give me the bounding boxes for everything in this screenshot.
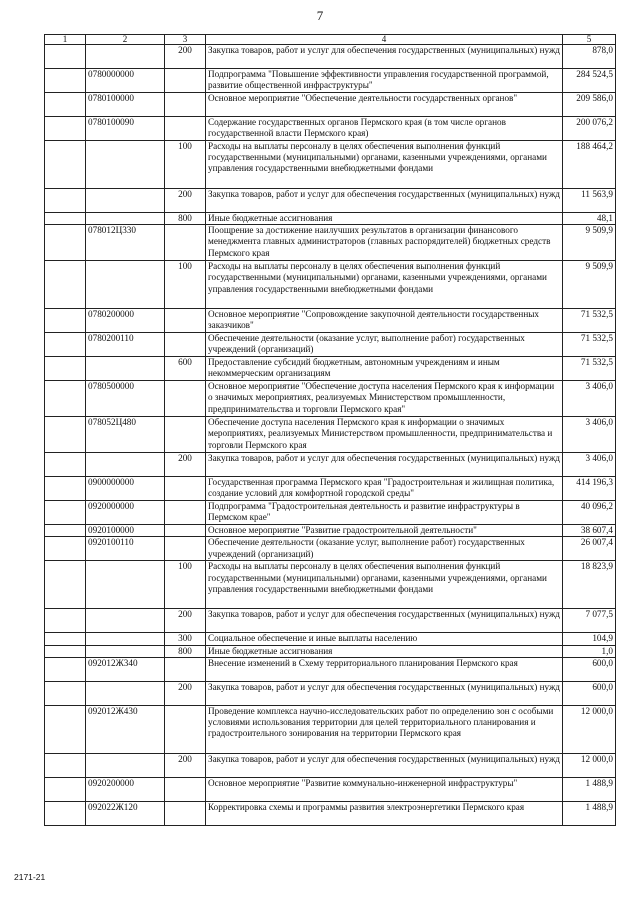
cell-code bbox=[86, 753, 165, 777]
cell-name: Иные бюджетные ассигнования bbox=[206, 645, 563, 657]
table-row bbox=[45, 309, 616, 333]
cell-amount: 3 406,0 bbox=[563, 417, 616, 453]
cell-expense-type bbox=[165, 477, 206, 501]
cell-code: 0780100000 bbox=[86, 93, 165, 117]
cell-expense-type: 200 bbox=[165, 681, 206, 705]
cell-blank bbox=[45, 333, 86, 357]
cell-blank bbox=[45, 141, 86, 189]
cell-amount: 18 823,9 bbox=[563, 561, 616, 609]
header-cell-5: 5 bbox=[563, 35, 616, 45]
table-row bbox=[45, 69, 616, 93]
cell-expense-type bbox=[165, 333, 206, 357]
cell-code: 0780100090 bbox=[86, 117, 165, 141]
cell-name: Закупка товаров, работ и услуг для обеспечения государственных (муниципальных) нужд bbox=[206, 189, 563, 213]
table-row bbox=[45, 705, 616, 753]
cell-expense-type bbox=[165, 525, 206, 537]
cell-code bbox=[86, 357, 165, 381]
cell-amount: 9 509,9 bbox=[563, 261, 616, 309]
cell-amount: 40 096,2 bbox=[563, 501, 616, 525]
table-row bbox=[45, 189, 616, 213]
cell-code: 0920100110 bbox=[86, 537, 165, 561]
cell-name: Основное мероприятие "Сопровождение закупочной деятельности государственных заказчиков" bbox=[206, 309, 563, 333]
cell-amount: 600,0 bbox=[563, 681, 616, 705]
cell-name: Расходы на выплаты персоналу в целях обеспечения выполнения функций государственными (муниципальными) органами, казенными учреждениями, органами управления государственными внебюджетными фондами bbox=[206, 561, 563, 609]
table-row bbox=[45, 681, 616, 705]
cell-code: 0780000000 bbox=[86, 69, 165, 93]
cell-amount: 12 000,0 bbox=[563, 753, 616, 777]
header-cell-1: 1 bbox=[45, 35, 86, 45]
cell-code bbox=[86, 261, 165, 309]
table-row bbox=[45, 381, 616, 417]
cell-blank bbox=[45, 117, 86, 141]
cell-expense-type: 300 bbox=[165, 633, 206, 645]
cell-code: 0780500000 bbox=[86, 381, 165, 417]
table-row bbox=[45, 357, 616, 381]
cell-expense-type: 100 bbox=[165, 561, 206, 609]
cell-name: Основное мероприятие "Обеспечение деятельности государственных органов" bbox=[206, 93, 563, 117]
table-row bbox=[45, 609, 616, 633]
cell-blank bbox=[45, 753, 86, 777]
cell-name: Содержание государственных органов Пермского края (в том числе органов государственной власти Пермского края) bbox=[206, 117, 563, 141]
cell-blank bbox=[45, 213, 86, 225]
cell-expense-type bbox=[165, 705, 206, 753]
table-row bbox=[45, 657, 616, 681]
cell-name: Основное мероприятие "Развитие градостроительной деятельности" bbox=[206, 525, 563, 537]
cell-amount: 104,9 bbox=[563, 633, 616, 645]
cell-amount: 71 532,5 bbox=[563, 333, 616, 357]
cell-code: 092012Ж340 bbox=[86, 657, 165, 681]
cell-blank bbox=[45, 225, 86, 261]
cell-amount: 284 524,5 bbox=[563, 69, 616, 93]
cell-code: 078052Ц480 bbox=[86, 417, 165, 453]
cell-blank bbox=[45, 309, 86, 333]
cell-expense-type bbox=[165, 801, 206, 825]
cell-amount: 600,0 bbox=[563, 657, 616, 681]
header-cell-3: 3 bbox=[165, 35, 206, 45]
cell-code: 078012Ц330 bbox=[86, 225, 165, 261]
cell-expense-type: 100 bbox=[165, 261, 206, 309]
cell-name: Обеспечение деятельности (оказание услуг, выполнение работ) государственных учреждений (организаций) bbox=[206, 537, 563, 561]
cell-name: Корректировка схемы и программы развития электроэнергетики Пермского края bbox=[206, 801, 563, 825]
cell-expense-type: 200 bbox=[165, 609, 206, 633]
cell-amount: 188 464,2 bbox=[563, 141, 616, 189]
cell-blank bbox=[45, 561, 86, 609]
table-row bbox=[45, 561, 616, 609]
table-row bbox=[45, 93, 616, 117]
cell-blank bbox=[45, 69, 86, 93]
cell-code: 0900000000 bbox=[86, 477, 165, 501]
cell-code bbox=[86, 189, 165, 213]
cell-amount: 209 586,0 bbox=[563, 93, 616, 117]
cell-blank bbox=[45, 93, 86, 117]
cell-blank bbox=[45, 501, 86, 525]
cell-name: Расходы на выплаты персоналу в целях обеспечения выполнения функций государственными (муниципальными) органами, казенными учреждениями, органами управления государственными внебюджетными фондами bbox=[206, 261, 563, 309]
cell-blank bbox=[45, 525, 86, 537]
cell-code bbox=[86, 213, 165, 225]
cell-amount: 48,1 bbox=[563, 213, 616, 225]
cell-name: Обеспечение доступа населения Пермского края к информации о значимых мероприятиях, реализуемых Министерством промышленности, предпринимательства и торговли Пермского края bbox=[206, 417, 563, 453]
cell-amount: 1 488,9 bbox=[563, 777, 616, 801]
cell-name: Проведение комплекса научно-исследовательских работ по определению зон с особыми условиями использования территории для целей территориального планирования и градостроительного зонирования на территории Пермского края bbox=[206, 705, 563, 753]
cell-amount: 26 007,4 bbox=[563, 537, 616, 561]
cell-amount: 878,0 bbox=[563, 45, 616, 69]
cell-name: Основное мероприятие "Обеспечение доступа населения Пермского края к информации о значимых мероприятиях, реализуемых Министерством промышленности, предпринимательства и торговли Пермского края" bbox=[206, 381, 563, 417]
cell-name: Закупка товаров, работ и услуг для обеспечения государственных (муниципальных) нужд bbox=[206, 753, 563, 777]
table-row bbox=[45, 225, 616, 261]
cell-blank bbox=[45, 357, 86, 381]
cell-expense-type bbox=[165, 777, 206, 801]
cell-code bbox=[86, 633, 165, 645]
cell-amount: 3 406,0 bbox=[563, 453, 616, 477]
cell-code bbox=[86, 453, 165, 477]
cell-amount: 1,0 bbox=[563, 645, 616, 657]
cell-name: Обеспечение деятельности (оказание услуг, выполнение работ) государственных учреждений (организаций) bbox=[206, 333, 563, 357]
cell-name: Социальное обеспечение и иные выплаты населению bbox=[206, 633, 563, 645]
cell-expense-type: 100 bbox=[165, 141, 206, 189]
cell-blank bbox=[45, 477, 86, 501]
cell-expense-type bbox=[165, 657, 206, 681]
cell-expense-type: 800 bbox=[165, 213, 206, 225]
document-footer-code: 2171-21 bbox=[14, 872, 46, 882]
cell-name: Закупка товаров, работ и услуг для обеспечения государственных (муниципальных) нужд bbox=[206, 45, 563, 69]
cell-code bbox=[86, 45, 165, 69]
table-row bbox=[45, 753, 616, 777]
cell-name: Расходы на выплаты персоналу в целях обеспечения выполнения функций государственными (муниципальными) органами, казенными учреждениями, органами управления государственными внебюджетными фондами bbox=[206, 141, 563, 189]
cell-expense-type bbox=[165, 381, 206, 417]
cell-code bbox=[86, 645, 165, 657]
cell-blank bbox=[45, 645, 86, 657]
cell-amount: 11 563,9 bbox=[563, 189, 616, 213]
cell-code bbox=[86, 681, 165, 705]
table-row bbox=[45, 333, 616, 357]
table-row bbox=[45, 261, 616, 309]
cell-blank bbox=[45, 261, 86, 309]
cell-code: 0920100000 bbox=[86, 525, 165, 537]
table-row bbox=[45, 501, 616, 525]
table-row bbox=[45, 777, 616, 801]
cell-code: 092012Ж430 bbox=[86, 705, 165, 753]
cell-blank bbox=[45, 633, 86, 645]
cell-blank bbox=[45, 681, 86, 705]
cell-expense-type bbox=[165, 93, 206, 117]
cell-expense-type: 200 bbox=[165, 753, 206, 777]
cell-blank bbox=[45, 801, 86, 825]
table-row bbox=[45, 525, 616, 537]
cell-name: Закупка товаров, работ и услуг для обеспечения государственных (муниципальных) нужд bbox=[206, 609, 563, 633]
cell-name: Предоставление субсидий бюджетным, автономным учреждениям и иным некоммерческим организациям bbox=[206, 357, 563, 381]
cell-expense-type: 800 bbox=[165, 645, 206, 657]
cell-blank bbox=[45, 657, 86, 681]
cell-code: 0920000000 bbox=[86, 501, 165, 525]
cell-expense-type: 600 bbox=[165, 357, 206, 381]
table-row bbox=[45, 45, 616, 69]
cell-code bbox=[86, 609, 165, 633]
cell-amount: 200 076,2 bbox=[563, 117, 616, 141]
table-row bbox=[45, 417, 616, 453]
cell-expense-type bbox=[165, 501, 206, 525]
cell-name: Государственная программа Пермского края "Градостроительная и жилищная политика, создание условий для комфортной городской среды" bbox=[206, 477, 563, 501]
cell-blank bbox=[45, 189, 86, 213]
cell-amount: 12 000,0 bbox=[563, 705, 616, 753]
cell-amount: 38 607,4 bbox=[563, 525, 616, 537]
header-cell-2: 2 bbox=[86, 35, 165, 45]
cell-code bbox=[86, 141, 165, 189]
table-row bbox=[45, 453, 616, 477]
table-row bbox=[45, 633, 616, 645]
cell-name: Поощрение за достижение наилучших результатов в организации финансового менеджмента главных администраторов (главных распорядителей) бюджетных средств Пермского края bbox=[206, 225, 563, 261]
table-header-row bbox=[45, 35, 616, 45]
cell-amount: 71 532,5 bbox=[563, 357, 616, 381]
cell-code bbox=[86, 561, 165, 609]
cell-code: 0780200110 bbox=[86, 333, 165, 357]
budget-table bbox=[44, 34, 616, 826]
cell-name: Закупка товаров, работ и услуг для обеспечения государственных (муниципальных) нужд bbox=[206, 681, 563, 705]
table-row bbox=[45, 645, 616, 657]
cell-expense-type: 200 bbox=[165, 453, 206, 477]
cell-blank bbox=[45, 453, 86, 477]
cell-amount: 9 509,9 bbox=[563, 225, 616, 261]
cell-amount: 7 077,5 bbox=[563, 609, 616, 633]
cell-name: Подпрограмма "Повышение эффективности управления государственной программой, развитие общественной инфраструктуры" bbox=[206, 69, 563, 93]
header-cell-4: 4 bbox=[206, 35, 563, 45]
cell-expense-type bbox=[165, 537, 206, 561]
cell-blank bbox=[45, 537, 86, 561]
table-row bbox=[45, 477, 616, 501]
cell-blank bbox=[45, 705, 86, 753]
table-row bbox=[45, 537, 616, 561]
cell-blank bbox=[45, 777, 86, 801]
cell-amount: 71 532,5 bbox=[563, 309, 616, 333]
cell-blank bbox=[45, 45, 86, 69]
cell-blank bbox=[45, 381, 86, 417]
cell-amount: 1 488,9 bbox=[563, 801, 616, 825]
cell-code: 0780200000 bbox=[86, 309, 165, 333]
cell-name: Подпрограмма "Градостроительная деятельность и развитие инфраструктуры в Пермском крае" bbox=[206, 501, 563, 525]
cell-amount: 414 196,3 bbox=[563, 477, 616, 501]
cell-blank bbox=[45, 609, 86, 633]
page-number: 7 bbox=[316, 8, 324, 23]
cell-amount: 3 406,0 bbox=[563, 381, 616, 417]
cell-name: Иные бюджетные ассигнования bbox=[206, 213, 563, 225]
cell-expense-type bbox=[165, 309, 206, 333]
cell-expense-type bbox=[165, 417, 206, 453]
cell-name: Закупка товаров, работ и услуг для обеспечения государственных (муниципальных) нужд bbox=[206, 453, 563, 477]
table-row bbox=[45, 141, 616, 189]
cell-expense-type bbox=[165, 117, 206, 141]
cell-name: Внесение изменений в Схему территориального планирования Пермского края bbox=[206, 657, 563, 681]
cell-code: 092022Ж120 bbox=[86, 801, 165, 825]
cell-expense-type: 200 bbox=[165, 45, 206, 69]
table-body bbox=[45, 35, 616, 826]
cell-expense-type bbox=[165, 69, 206, 93]
cell-name: Основное мероприятие "Развитие коммунально-инженерной инфраструктуры" bbox=[206, 777, 563, 801]
cell-code: 0920200000 bbox=[86, 777, 165, 801]
cell-blank bbox=[45, 417, 86, 453]
table-row bbox=[45, 117, 616, 141]
cell-expense-type bbox=[165, 225, 206, 261]
table-row bbox=[45, 801, 616, 825]
cell-expense-type: 200 bbox=[165, 189, 206, 213]
table-row bbox=[45, 213, 616, 225]
